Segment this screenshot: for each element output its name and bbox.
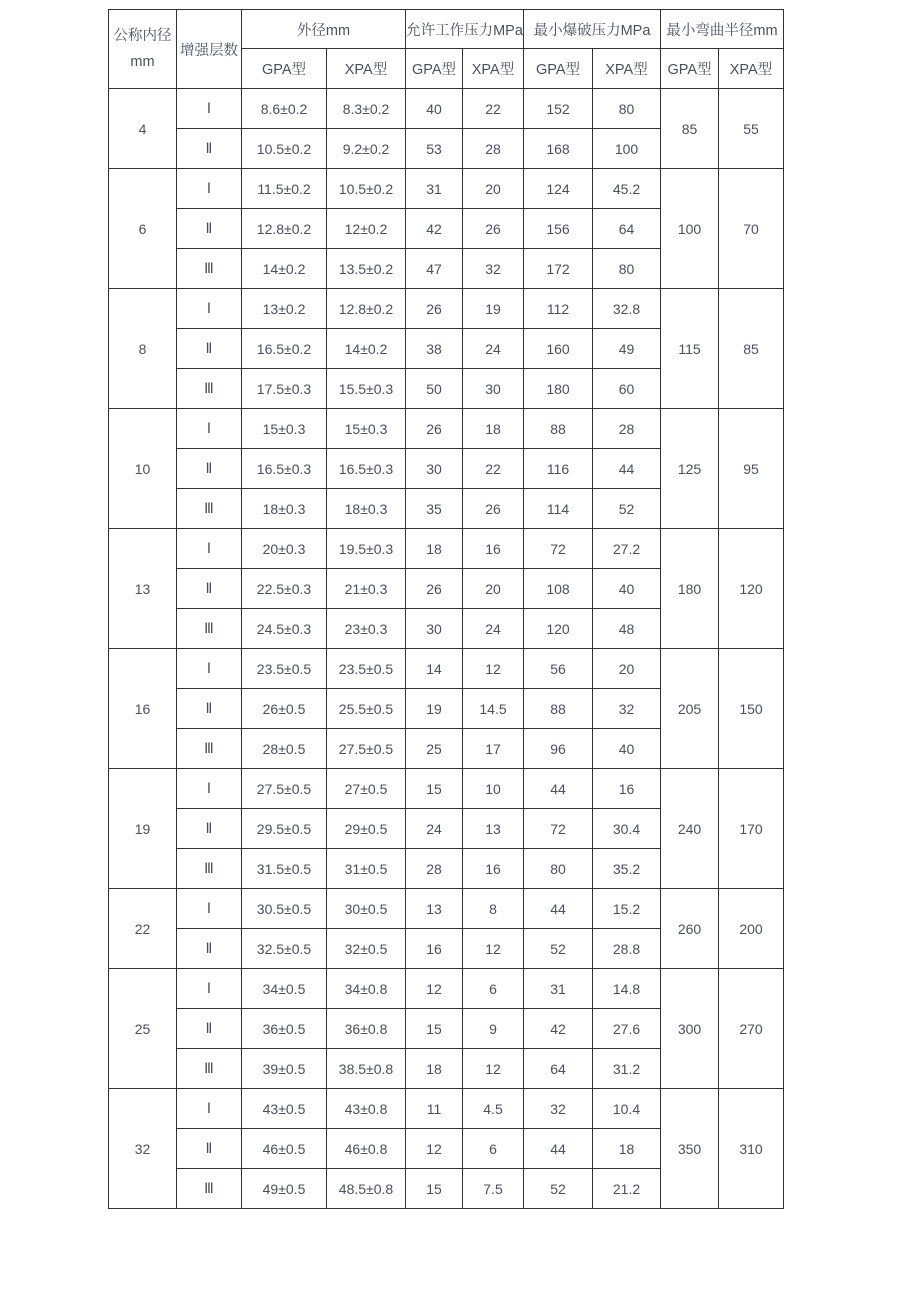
cell-od-gpa: 17.5±0.3 [242,369,327,409]
cell-od-gpa: 16.5±0.2 [242,329,327,369]
cell-wp-gpa: 12 [406,1129,463,1169]
cell-bp-xpa: 30.4 [593,809,661,849]
cell-od-xpa: 23±0.3 [327,609,406,649]
cell-od-gpa: 36±0.5 [242,1009,327,1049]
cell-layer: Ⅱ [177,129,242,169]
cell-od-gpa: 31.5±0.5 [242,849,327,889]
cell-wp-xpa: 26 [463,489,524,529]
cell-od-xpa: 48.5±0.8 [327,1169,406,1209]
cell-bp-xpa: 52 [593,489,661,529]
cell-wp-xpa: 16 [463,529,524,569]
cell-bp-gpa: 180 [524,369,593,409]
cell-od-xpa: 19.5±0.3 [327,529,406,569]
cell-od-gpa: 39±0.5 [242,1049,327,1089]
cell-bp-gpa: 52 [524,929,593,969]
cell-inner-diameter: 6 [109,169,177,289]
cell-wp-gpa: 12 [406,969,463,1009]
table-row [109,649,784,689]
header-inner-diameter-label: 公称内径 [113,28,172,44]
table-row [109,1089,784,1129]
spec-table-header [109,10,784,89]
cell-bp-gpa: 44 [524,889,593,929]
cell-od-gpa: 43±0.5 [242,1089,327,1129]
cell-wp-xpa: 20 [463,569,524,609]
cell-od-xpa: 31±0.5 [327,849,406,889]
cell-wp-gpa: 18 [406,529,463,569]
cell-od-gpa: 23.5±0.5 [242,649,327,689]
cell-wp-xpa: 26 [463,209,524,249]
cell-od-xpa: 12±0.2 [327,209,406,249]
cell-bend-gpa: 300 [661,969,719,1089]
cell-wp-gpa: 40 [406,89,463,129]
cell-wp-xpa: 7.5 [463,1169,524,1209]
cell-bp-gpa: 114 [524,489,593,529]
cell-bp-gpa: 124 [524,169,593,209]
cell-wp-xpa: 6 [463,1129,524,1169]
table-row [109,169,784,209]
cell-wp-gpa: 50 [406,369,463,409]
cell-od-xpa: 29±0.5 [327,809,406,849]
cell-bp-gpa: 44 [524,769,593,809]
cell-bp-xpa: 27.2 [593,529,661,569]
cell-od-xpa: 15.5±0.3 [327,369,406,409]
cell-layer: Ⅱ [177,329,242,369]
cell-bp-xpa: 10.4 [593,1089,661,1129]
cell-bp-xpa: 80 [593,89,661,129]
cell-wp-gpa: 13 [406,889,463,929]
cell-wp-xpa: 16 [463,849,524,889]
cell-od-gpa: 34±0.5 [242,969,327,1009]
cell-bend-xpa: 120 [719,529,784,649]
cell-wp-gpa: 15 [406,769,463,809]
cell-layer: Ⅰ [177,289,242,329]
cell-inner-diameter: 32 [109,1089,177,1209]
cell-wp-xpa: 28 [463,129,524,169]
cell-wp-gpa: 15 [406,1009,463,1049]
cell-od-gpa: 27.5±0.5 [242,769,327,809]
cell-wp-xpa: 22 [463,449,524,489]
cell-bp-gpa: 44 [524,1129,593,1169]
cell-od-xpa: 34±0.8 [327,969,406,1009]
cell-bp-xpa: 80 [593,249,661,289]
cell-od-xpa: 43±0.8 [327,1089,406,1129]
cell-bp-gpa: 52 [524,1169,593,1209]
cell-wp-gpa: 30 [406,449,463,489]
cell-wp-gpa: 42 [406,209,463,249]
cell-layer: Ⅲ [177,609,242,649]
cell-bp-xpa: 15.2 [593,889,661,929]
cell-od-xpa: 13.5±0.2 [327,249,406,289]
cell-bend-gpa: 85 [661,89,719,169]
cell-bp-gpa: 108 [524,569,593,609]
cell-bp-xpa: 16 [593,769,661,809]
table-row [109,89,784,129]
cell-bp-gpa: 32 [524,1089,593,1129]
cell-bp-xpa: 20 [593,649,661,689]
cell-wp-xpa: 32 [463,249,524,289]
cell-od-gpa: 30.5±0.5 [242,889,327,929]
cell-od-gpa: 13±0.2 [242,289,327,329]
cell-layer: Ⅰ [177,769,242,809]
spec-table [108,9,784,1209]
cell-layer: Ⅰ [177,89,242,129]
header-bend-radius: 最小弯曲半径mm [661,10,784,49]
cell-bp-gpa: 80 [524,849,593,889]
cell-od-gpa: 18±0.3 [242,489,327,529]
header-outer-diameter: 外径mm [242,10,406,49]
spec-table-body [109,89,784,1209]
cell-wp-gpa: 47 [406,249,463,289]
cell-bp-xpa: 28.8 [593,929,661,969]
header-inner-diameter-unit: mm [130,54,155,70]
subheader-od-gpa: GPA型 [242,49,327,89]
cell-bp-gpa: 88 [524,409,593,449]
cell-wp-gpa: 24 [406,809,463,849]
table-row [109,889,784,929]
cell-od-xpa: 21±0.3 [327,569,406,609]
cell-od-xpa: 16.5±0.3 [327,449,406,489]
cell-layer: Ⅲ [177,729,242,769]
cell-wp-xpa: 24 [463,609,524,649]
cell-od-xpa: 8.3±0.2 [327,89,406,129]
cell-bp-xpa: 32 [593,689,661,729]
cell-bp-gpa: 112 [524,289,593,329]
cell-layer: Ⅱ [177,1009,242,1049]
cell-bp-xpa: 40 [593,729,661,769]
cell-inner-diameter: 25 [109,969,177,1089]
cell-layer: Ⅱ [177,449,242,489]
cell-bp-xpa: 28 [593,409,661,449]
cell-od-xpa: 9.2±0.2 [327,129,406,169]
cell-od-gpa: 24.5±0.3 [242,609,327,649]
cell-od-gpa: 22.5±0.3 [242,569,327,609]
cell-inner-diameter: 10 [109,409,177,529]
cell-wp-gpa: 31 [406,169,463,209]
cell-inner-diameter: 4 [109,89,177,169]
cell-bend-xpa: 170 [719,769,784,889]
cell-bp-xpa: 27.6 [593,1009,661,1049]
cell-bp-xpa: 45.2 [593,169,661,209]
cell-od-gpa: 16.5±0.3 [242,449,327,489]
subheader-bp-gpa: GPA型 [524,49,593,89]
cell-bp-xpa: 31.2 [593,1049,661,1089]
cell-wp-gpa: 25 [406,729,463,769]
cell-bp-gpa: 96 [524,729,593,769]
subheader-od-xpa: XPA型 [327,49,406,89]
cell-od-gpa: 49±0.5 [242,1169,327,1209]
cell-bp-xpa: 49 [593,329,661,369]
cell-od-xpa: 32±0.5 [327,929,406,969]
cell-inner-diameter: 13 [109,529,177,649]
cell-od-gpa: 15±0.3 [242,409,327,449]
cell-layer: Ⅱ [177,929,242,969]
cell-bp-gpa: 72 [524,529,593,569]
cell-bp-xpa: 21.2 [593,1169,661,1209]
cell-wp-xpa: 20 [463,169,524,209]
cell-bp-gpa: 56 [524,649,593,689]
cell-wp-gpa: 26 [406,409,463,449]
cell-bp-gpa: 168 [524,129,593,169]
cell-wp-xpa: 13 [463,809,524,849]
cell-bend-xpa: 70 [719,169,784,289]
cell-wp-xpa: 24 [463,329,524,369]
cell-wp-xpa: 4.5 [463,1089,524,1129]
cell-wp-gpa: 11 [406,1089,463,1129]
table-row [109,969,784,1009]
table-row [109,769,784,809]
cell-bend-gpa: 115 [661,289,719,409]
cell-bp-gpa: 152 [524,89,593,129]
cell-od-xpa: 30±0.5 [327,889,406,929]
cell-bp-gpa: 31 [524,969,593,1009]
cell-bend-xpa: 200 [719,889,784,969]
cell-bend-xpa: 270 [719,969,784,1089]
spec-table-container [108,9,784,1209]
cell-od-gpa: 8.6±0.2 [242,89,327,129]
cell-od-xpa: 10.5±0.2 [327,169,406,209]
cell-wp-gpa: 30 [406,609,463,649]
subheader-wp-xpa: XPA型 [463,49,524,89]
cell-layer: Ⅱ [177,569,242,609]
cell-wp-xpa: 22 [463,89,524,129]
cell-bp-gpa: 64 [524,1049,593,1089]
header-inner-diameter [109,10,177,89]
cell-bend-gpa: 205 [661,649,719,769]
cell-bend-xpa: 95 [719,409,784,529]
cell-bend-gpa: 240 [661,769,719,889]
cell-od-gpa: 12.8±0.2 [242,209,327,249]
cell-layer: Ⅲ [177,489,242,529]
header-burst-pressure: 最小爆破压力MPa [524,10,661,49]
table-row [109,289,784,329]
cell-layer: Ⅲ [177,849,242,889]
cell-bp-xpa: 60 [593,369,661,409]
cell-wp-gpa: 26 [406,569,463,609]
cell-od-gpa: 10.5±0.2 [242,129,327,169]
cell-wp-xpa: 10 [463,769,524,809]
cell-bend-xpa: 55 [719,89,784,169]
cell-inner-diameter: 8 [109,289,177,409]
cell-wp-xpa: 9 [463,1009,524,1049]
cell-layer: Ⅰ [177,169,242,209]
cell-bp-xpa: 14.8 [593,969,661,1009]
cell-layer: Ⅰ [177,649,242,689]
cell-layer: Ⅰ [177,1089,242,1129]
cell-wp-xpa: 12 [463,929,524,969]
cell-wp-gpa: 14 [406,649,463,689]
cell-od-xpa: 12.8±0.2 [327,289,406,329]
cell-bend-gpa: 100 [661,169,719,289]
cell-bp-gpa: 88 [524,689,593,729]
cell-bend-gpa: 350 [661,1089,719,1209]
cell-layer: Ⅲ [177,249,242,289]
cell-wp-gpa: 26 [406,289,463,329]
header-layers: 增强层数 [177,10,242,89]
table-row [109,529,784,569]
cell-inner-diameter: 19 [109,769,177,889]
cell-wp-xpa: 12 [463,649,524,689]
subheader-bp-xpa: XPA型 [593,49,661,89]
cell-bp-xpa: 18 [593,1129,661,1169]
cell-layer: Ⅱ [177,689,242,729]
header-row-groups [109,10,784,49]
cell-wp-xpa: 14.5 [463,689,524,729]
cell-layer: Ⅱ [177,809,242,849]
cell-bp-gpa: 156 [524,209,593,249]
cell-od-xpa: 25.5±0.5 [327,689,406,729]
cell-od-gpa: 26±0.5 [242,689,327,729]
cell-wp-xpa: 17 [463,729,524,769]
cell-layer: Ⅲ [177,369,242,409]
cell-od-xpa: 27.5±0.5 [327,729,406,769]
cell-bp-xpa: 32.8 [593,289,661,329]
cell-od-gpa: 46±0.5 [242,1129,327,1169]
cell-wp-gpa: 38 [406,329,463,369]
cell-od-gpa: 11.5±0.2 [242,169,327,209]
cell-bp-gpa: 42 [524,1009,593,1049]
cell-layer: Ⅲ [177,1169,242,1209]
cell-bp-gpa: 72 [524,809,593,849]
cell-layer: Ⅰ [177,969,242,1009]
cell-bp-xpa: 35.2 [593,849,661,889]
cell-od-gpa: 20±0.3 [242,529,327,569]
cell-od-gpa: 14±0.2 [242,249,327,289]
cell-bend-xpa: 85 [719,289,784,409]
cell-bp-gpa: 172 [524,249,593,289]
cell-wp-xpa: 12 [463,1049,524,1089]
cell-wp-gpa: 15 [406,1169,463,1209]
cell-wp-gpa: 35 [406,489,463,529]
cell-wp-xpa: 19 [463,289,524,329]
cell-inner-diameter: 16 [109,649,177,769]
cell-wp-gpa: 16 [406,929,463,969]
cell-od-xpa: 15±0.3 [327,409,406,449]
cell-bp-xpa: 40 [593,569,661,609]
cell-wp-xpa: 18 [463,409,524,449]
cell-wp-xpa: 6 [463,969,524,1009]
cell-layer: Ⅱ [177,1129,242,1169]
cell-layer: Ⅱ [177,209,242,249]
cell-od-xpa: 18±0.3 [327,489,406,529]
cell-wp-xpa: 30 [463,369,524,409]
cell-wp-xpa: 8 [463,889,524,929]
cell-bp-gpa: 116 [524,449,593,489]
cell-od-xpa: 36±0.8 [327,1009,406,1049]
cell-od-xpa: 46±0.8 [327,1129,406,1169]
cell-bp-xpa: 48 [593,609,661,649]
cell-bend-gpa: 260 [661,889,719,969]
cell-wp-gpa: 53 [406,129,463,169]
cell-layer: Ⅰ [177,889,242,929]
cell-wp-gpa: 19 [406,689,463,729]
cell-bend-gpa: 125 [661,409,719,529]
subheader-br-gpa: GPA型 [661,49,719,89]
cell-od-gpa: 32.5±0.5 [242,929,327,969]
cell-inner-diameter: 22 [109,889,177,969]
cell-bend-xpa: 150 [719,649,784,769]
cell-layer: Ⅲ [177,1049,242,1089]
table-row [109,409,784,449]
cell-bp-xpa: 44 [593,449,661,489]
cell-od-gpa: 29.5±0.5 [242,809,327,849]
cell-bp-xpa: 64 [593,209,661,249]
cell-od-xpa: 23.5±0.5 [327,649,406,689]
cell-od-xpa: 14±0.2 [327,329,406,369]
cell-layer: Ⅰ [177,529,242,569]
cell-wp-gpa: 18 [406,1049,463,1089]
cell-bp-gpa: 160 [524,329,593,369]
cell-layer: Ⅰ [177,409,242,449]
subheader-br-xpa: XPA型 [719,49,784,89]
cell-od-xpa: 38.5±0.8 [327,1049,406,1089]
cell-bp-xpa: 100 [593,129,661,169]
cell-bend-gpa: 180 [661,529,719,649]
cell-bend-xpa: 310 [719,1089,784,1209]
subheader-wp-gpa: GPA型 [406,49,463,89]
cell-bp-gpa: 120 [524,609,593,649]
cell-od-xpa: 27±0.5 [327,769,406,809]
cell-od-gpa: 28±0.5 [242,729,327,769]
cell-wp-gpa: 28 [406,849,463,889]
header-working-pressure: 允许工作压力MPa [406,10,524,49]
